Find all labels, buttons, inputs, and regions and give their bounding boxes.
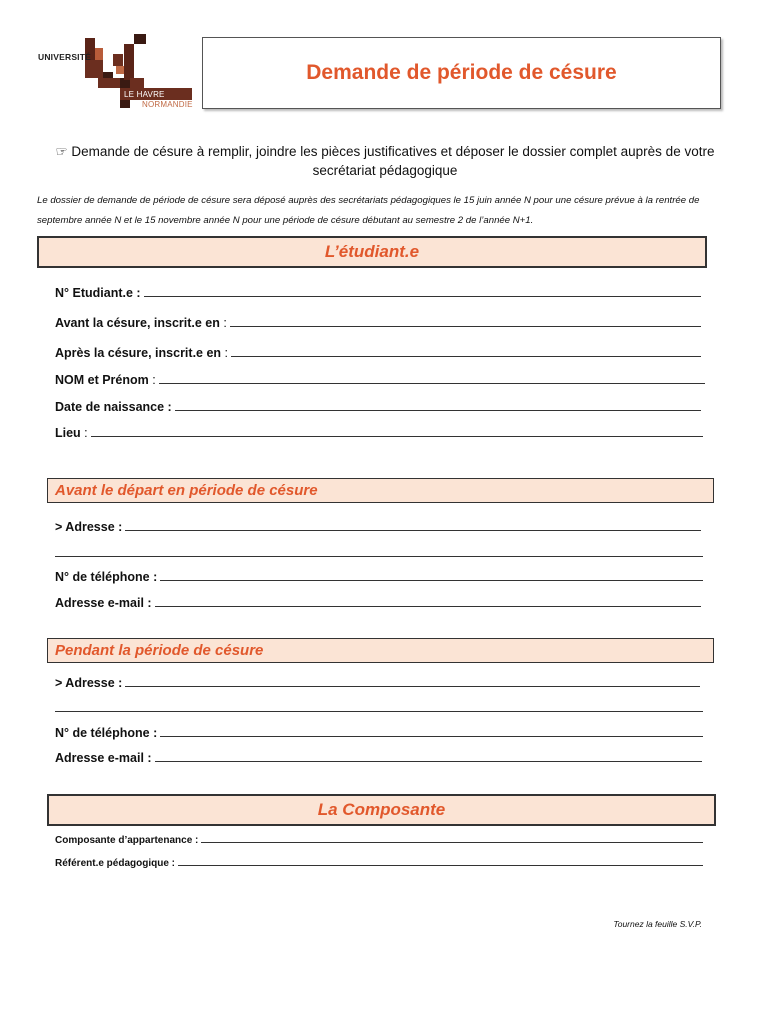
field-label-suffix: : (148, 373, 156, 387)
fill-line[interactable] (125, 529, 701, 531)
section-header-student (37, 236, 707, 268)
field-before-enrolled[interactable] (55, 312, 701, 330)
fill-line[interactable] (155, 760, 702, 762)
field-label-suffix: : (219, 316, 227, 330)
field-referent[interactable] (55, 853, 703, 869)
field-label: Adresse e-mail : (55, 751, 152, 765)
field-during-email[interactable] (55, 747, 702, 765)
field-label: Date de naissance : (55, 400, 172, 414)
field-during-address[interactable] (55, 672, 700, 690)
fill-line-address-continuation[interactable] (55, 556, 703, 557)
field-label: > Adresse : (55, 676, 123, 690)
field-label: > Adresse : (55, 520, 123, 534)
instructions (30, 142, 740, 180)
field-label: N° Etudiant.e : (55, 286, 141, 300)
fill-line[interactable] (201, 841, 703, 843)
section-title-student: L’étudiant.e (324, 242, 420, 261)
field-label: Après la césure, inscrit.e en (55, 346, 222, 360)
fill-line[interactable] (160, 735, 703, 737)
fill-line[interactable] (91, 435, 703, 437)
field-after-enrolled[interactable] (55, 342, 701, 360)
fill-line[interactable] (175, 409, 701, 411)
title-box (202, 37, 721, 109)
field-before-address[interactable] (55, 516, 701, 534)
field-label: N° de téléphone : (55, 726, 158, 740)
page-title: Demande de période de césure (306, 61, 617, 84)
field-label: N° de téléphone : (55, 570, 158, 584)
fill-line[interactable] (144, 295, 701, 297)
logo-text-universite: UNIVERSITÉ (38, 52, 92, 62)
field-label-suffix: : (221, 346, 229, 360)
footer-turn-page: Tournez la feuille S.V.P. (613, 919, 702, 929)
section-title-during: Pendant la période de césure (55, 642, 264, 659)
field-label: Avant la césure, inscrit.e en (55, 316, 220, 330)
field-before-phone[interactable] (55, 566, 703, 584)
field-label: Référent.e pédagogique : (55, 858, 176, 869)
section-title-before: Avant le départ en période de césure (55, 482, 318, 499)
field-student-number[interactable] (55, 282, 701, 300)
fill-line[interactable] (160, 579, 703, 581)
field-name[interactable] (55, 369, 705, 387)
section-header-composante (47, 794, 716, 826)
field-label: Adresse e-mail : (55, 596, 152, 610)
field-label: Lieu (55, 426, 81, 440)
pointing-hand-icon: ☞ (55, 144, 68, 159)
field-during-phone[interactable] (55, 722, 703, 740)
section-header-during (47, 638, 714, 663)
section-title-composante: La Composante (317, 800, 446, 819)
deadline-note: Le dossier de demande de période de césure sera déposé auprès des secrétariats pédagogiques le 15 juin année N pour une césure prévue à la rentrée de septembre année N et le 15 novembre année N pour une période de césure débutant au semestre 2 de l’année N+1. (37, 195, 700, 226)
field-label: NOM et Prénom (55, 373, 149, 387)
field-label-suffix: : (80, 426, 88, 440)
fill-line[interactable] (230, 325, 701, 327)
logo-text-normandie: NORMANDIE (142, 100, 193, 109)
field-before-email[interactable] (55, 592, 701, 610)
university-logo (38, 34, 198, 110)
fill-line[interactable] (231, 355, 701, 357)
field-birth-place[interactable] (55, 422, 703, 440)
field-label: Composante d’appartenance : (55, 835, 199, 846)
field-composante[interactable] (55, 830, 703, 846)
fill-line[interactable] (159, 382, 705, 384)
logo-text-le-havre: LE HAVRE (124, 90, 165, 99)
fill-line[interactable] (178, 864, 703, 866)
section-header-before (47, 478, 714, 503)
field-birth-date[interactable] (55, 396, 701, 414)
instructions-text: Demande de césure à remplir, joindre les pièces justificatives et déposer le dossier complet auprès de votre secrétariat pédagogique (71, 144, 715, 178)
fill-line[interactable] (155, 605, 701, 607)
fill-line[interactable] (125, 685, 700, 687)
fill-line-address-continuation[interactable] (55, 711, 703, 712)
